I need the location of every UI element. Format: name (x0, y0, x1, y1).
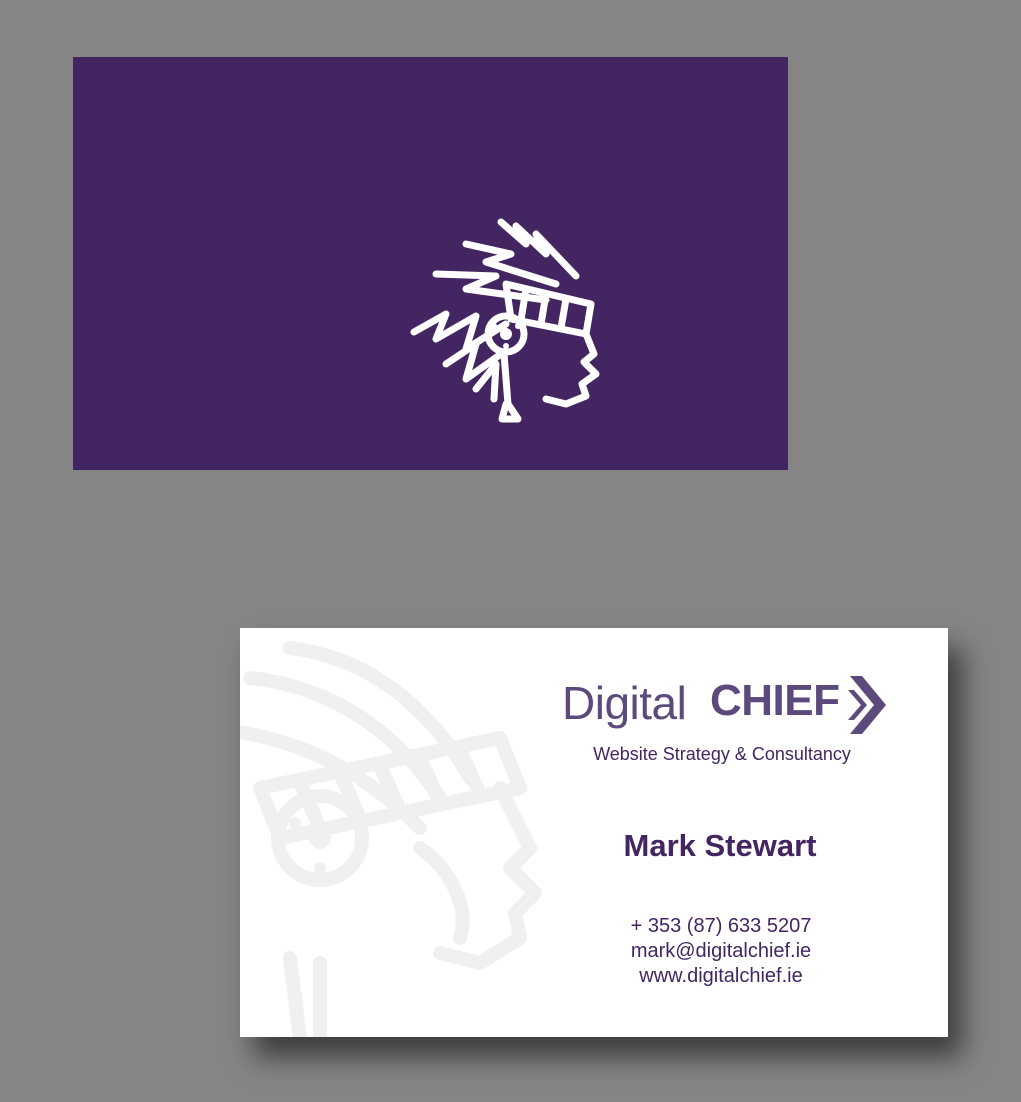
chief-headdress-watermark-icon (240, 628, 560, 1037)
contact-details (540, 914, 902, 989)
brand-logo (562, 672, 902, 742)
phone-number: + 353 (87) 633 5207 (630, 915, 812, 937)
brand-name-bold: CHIEF (710, 676, 840, 725)
business-card-back (240, 628, 948, 1037)
email-address: mark@digitalchief.ie (630, 940, 812, 962)
website-url: www.digitalchief.ie (639, 965, 803, 987)
chief-headdress-icon (406, 214, 606, 429)
double-chevron-right-icon (848, 676, 888, 734)
business-card-front (73, 57, 788, 470)
tagline: Website Strategy & Consultancy (593, 744, 851, 764)
person-name: Mark Stewart (623, 828, 817, 863)
brand-name-light: Digital (562, 677, 687, 729)
